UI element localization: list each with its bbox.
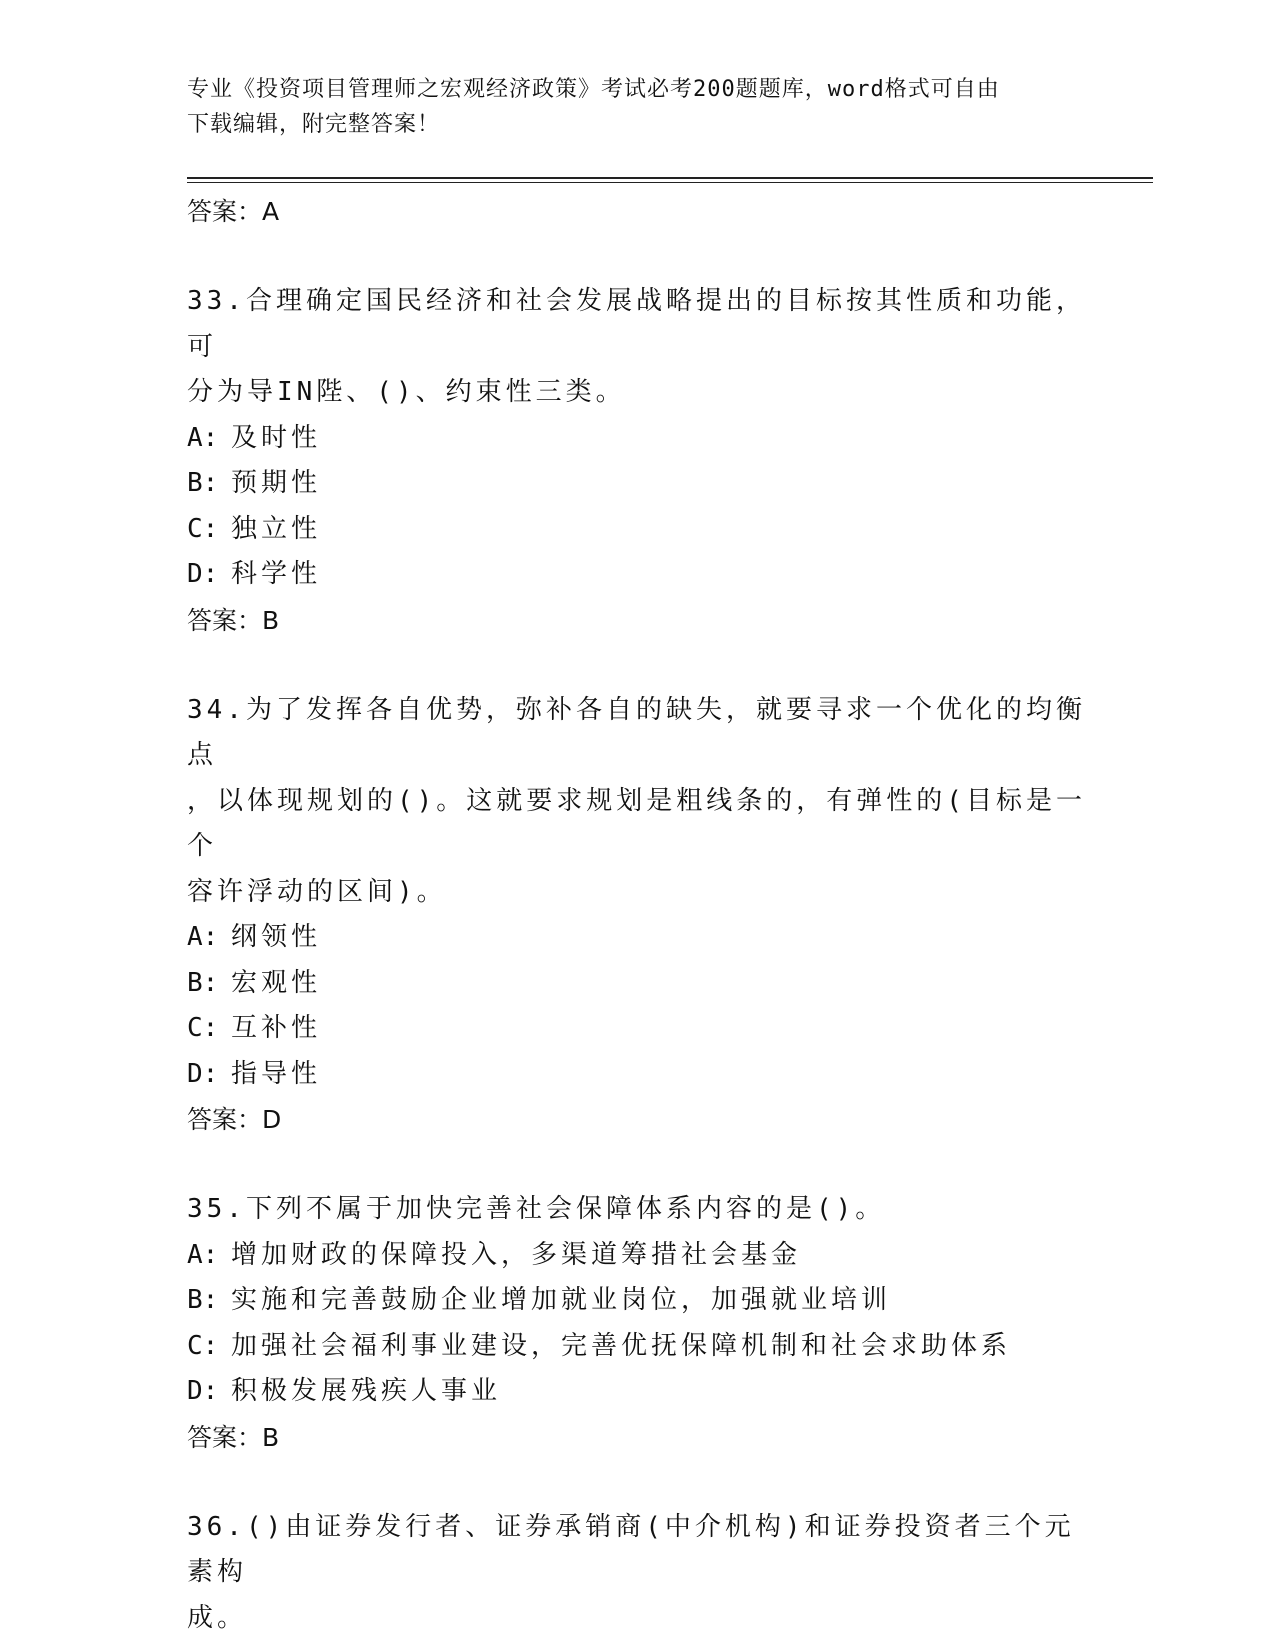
option-d xyxy=(187,1052,1087,1098)
option-text: 预期性 xyxy=(231,468,322,498)
option-b xyxy=(187,461,1087,507)
option-letter: A: xyxy=(187,422,219,453)
header-line-2: 下载编辑，附完整答案！ xyxy=(187,112,441,137)
option-text: 及时性 xyxy=(231,422,322,453)
header-rule-thick xyxy=(187,177,1153,179)
question-36 xyxy=(187,1505,1087,1642)
option-letter: D: xyxy=(187,559,219,589)
option-letter: B: xyxy=(187,967,219,998)
question-text-line: 33.合理确定国民经济和社会发展战略提出的目标按其性质和功能，可 xyxy=(187,286,1086,362)
header-line-1: 专业《投资项目管理师之宏观经济政策》考试必考200题题库，word格式可自由 xyxy=(187,77,1000,102)
option-a xyxy=(187,1233,1087,1279)
option-text: 实施和完善鼓励企业增加就业岗位，加强就业培训 xyxy=(231,1285,892,1315)
option-d xyxy=(187,552,1087,598)
option-text: 宏观性 xyxy=(231,967,322,998)
question-34 xyxy=(187,688,1087,1144)
option-letter: B: xyxy=(187,468,219,498)
option-letter: D: xyxy=(187,1058,219,1089)
question-text-line: 35.下列不属于加快完善社会保障体系内容的是()。 xyxy=(187,1194,886,1224)
question-text-line: 分为导IN陛、()、约束性三类。 xyxy=(187,377,626,407)
option-c xyxy=(187,507,1087,553)
option-a xyxy=(187,915,1087,961)
option-text: 独立性 xyxy=(231,513,322,544)
option-text: 增加财政的保障投入，多渠道筹措社会基金 xyxy=(231,1239,802,1270)
option-letter: B: xyxy=(187,1285,219,1315)
option-letter: C: xyxy=(187,1013,219,1043)
answer-line: 答案：A xyxy=(187,197,280,226)
option-letter: C: xyxy=(187,1330,219,1361)
option-a xyxy=(187,416,1087,462)
header-rule-thin xyxy=(187,182,1153,183)
option-letter: A: xyxy=(187,1239,219,1270)
option-b xyxy=(187,961,1087,1007)
question-text-line: ，以体现规划的()。这就要求规划是粗线条的，有弹性的(目标是一个 xyxy=(187,785,1086,861)
option-c xyxy=(187,1006,1087,1052)
option-text: 指导性 xyxy=(231,1058,322,1089)
question-text-line: 36.()由证券发行者、证券承销商(中介机构)和证券投资者三个元素构 xyxy=(187,1511,1075,1587)
page-header xyxy=(187,72,1067,142)
option-text: 纲领性 xyxy=(231,922,322,952)
question-text-line: 成。 xyxy=(187,1602,248,1633)
answer-line: 答案：B xyxy=(187,1422,280,1452)
option-letter: A: xyxy=(187,922,219,952)
question-text-line: 容许浮动的区间)。 xyxy=(187,876,447,907)
question-list xyxy=(187,189,1087,1641)
answer-line: 答案：D xyxy=(187,1105,282,1134)
option-text: 加强社会福利事业建设，完善优抚保障机制和社会求助体系 xyxy=(231,1330,1012,1361)
option-text: 积极发展残疾人事业 xyxy=(231,1376,502,1406)
question-35 xyxy=(187,1187,1087,1461)
answer-line: 答案：B xyxy=(187,605,280,635)
question-text-line: 34.为了发挥各自优势，弥补各自的缺失，就要寻求一个优化的均衡点 xyxy=(187,694,1086,770)
option-d xyxy=(187,1369,1087,1415)
option-b xyxy=(187,1278,1087,1324)
option-letter: C: xyxy=(187,513,219,544)
option-text: 科学性 xyxy=(231,559,322,589)
option-letter: D: xyxy=(187,1376,219,1406)
question-33 xyxy=(187,279,1087,644)
option-c xyxy=(187,1324,1087,1370)
option-text: 互补性 xyxy=(231,1013,322,1043)
